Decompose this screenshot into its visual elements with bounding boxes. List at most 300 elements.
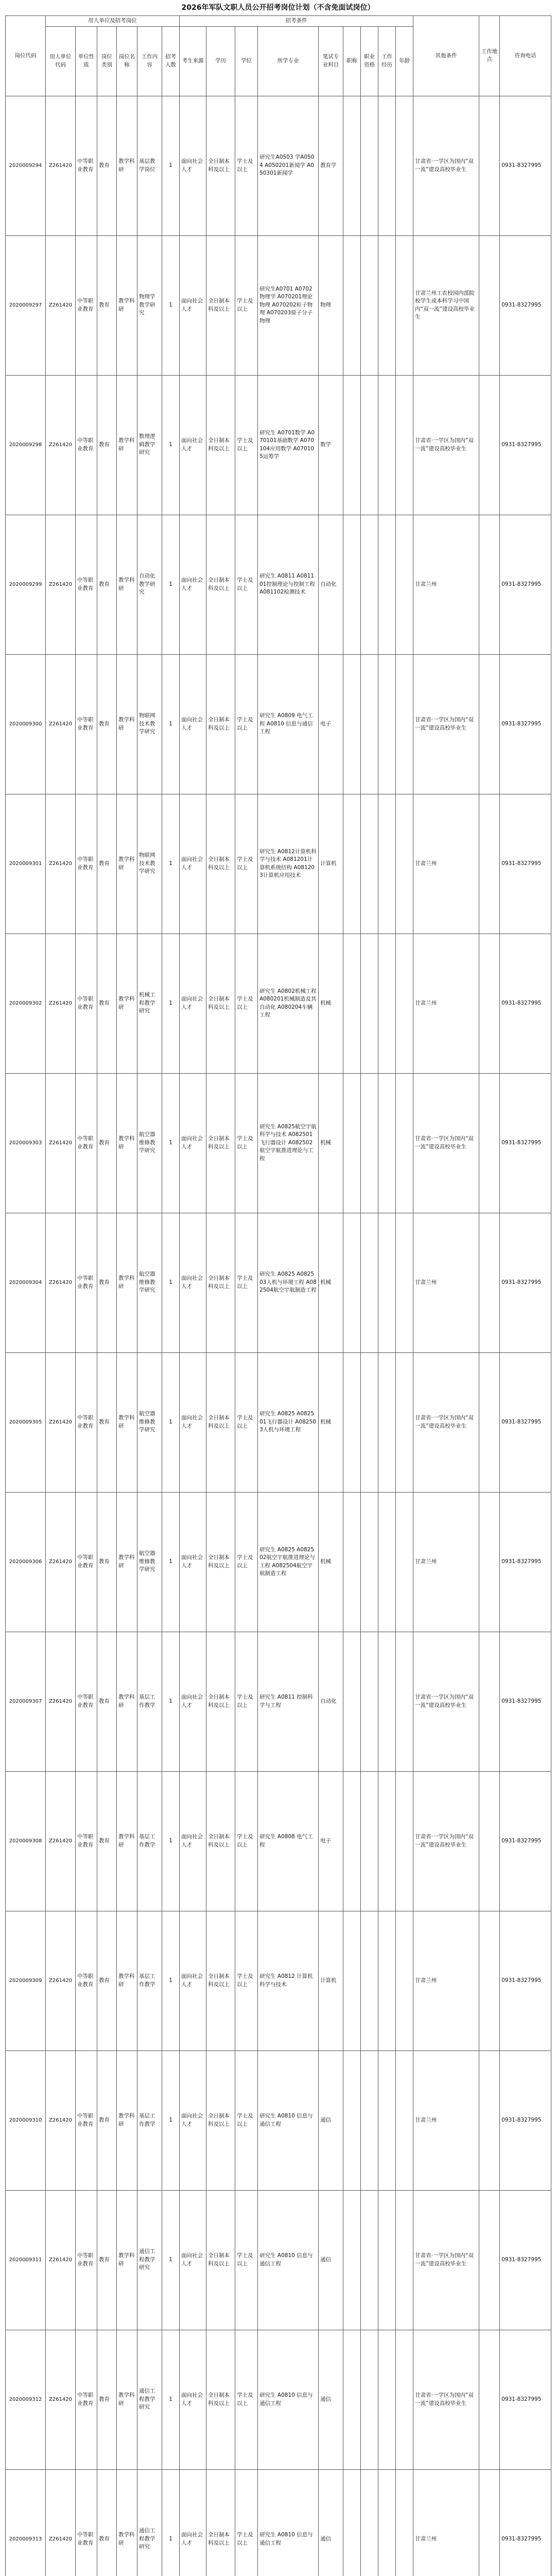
col-work-content: 工作内容 (137, 26, 162, 96)
post-name: 教学科研 (117, 794, 137, 934)
count: 1 (162, 1632, 180, 1771)
unit-code: Z261420 (46, 794, 76, 934)
work-content: 通信工程教学研究 (137, 2330, 162, 2469)
source: 面向社会人才 (180, 96, 206, 235)
col-title: 职称 (343, 26, 361, 96)
major: 研究生 A0825 A082503人机与环境工程 A082504航空宇航制造工程 (258, 1213, 319, 1352)
work-exp (378, 1073, 396, 1213)
post-category: 教育 (97, 1492, 117, 1632)
unit-type: 中等职业教育 (76, 1073, 97, 1213)
phone: 0931-8327995 (500, 235, 551, 375)
source: 面向社会人才 (180, 1213, 206, 1352)
count: 1 (162, 2050, 180, 2190)
exam-major: 通信 (319, 2190, 343, 2330)
phone: 0931-8327995 (500, 1213, 551, 1352)
skill-cred (361, 1213, 378, 1352)
post-name: 教学科研 (117, 2050, 137, 2190)
post-name: 教学科研 (117, 1073, 137, 1213)
skill-cred (361, 1352, 378, 1492)
post-category: 教育 (97, 2330, 117, 2469)
other-conditions: 甘肃省·一学区为国内“双一流”建设高校毕业生 (413, 375, 479, 515)
workplace (479, 2330, 500, 2469)
table-row (6, 654, 551, 794)
major: 研究生 A0808 电气工程 (258, 1771, 319, 1911)
unit-code: Z261420 (46, 934, 76, 1073)
workplace (479, 1492, 500, 1632)
table-row (6, 375, 551, 515)
major: 研究生 A0701数学 A070101基础数学 A070104应用数学 A070105运筹学 (258, 375, 319, 515)
unit-type: 中等职业教育 (76, 2330, 97, 2469)
count: 1 (162, 2330, 180, 2469)
count: 1 (162, 2190, 180, 2330)
unit-type: 中等职业教育 (76, 2469, 97, 2576)
count: 1 (162, 235, 180, 375)
exam-major: 机械 (319, 934, 343, 1073)
education: 全日制本科及以上 (206, 235, 235, 375)
other-conditions: 甘肃兰州 (413, 794, 479, 934)
exam-major: 通信 (319, 2469, 343, 2576)
age (396, 2330, 413, 2469)
post-code: 2020009300 (6, 654, 46, 794)
degree: 学士及以上 (235, 2330, 258, 2469)
exam-major: 通信 (319, 2050, 343, 2190)
other-conditions: 甘肃省·一学区为国内“双一流”建设高校毕业生 (413, 1632, 479, 1771)
unit-code: Z261420 (46, 1632, 76, 1771)
post-name: 教学科研 (117, 2190, 137, 2330)
post-category: 教育 (97, 1352, 117, 1492)
unit-type: 中等职业教育 (76, 654, 97, 794)
work-exp (378, 934, 396, 1073)
table-row (6, 1911, 551, 2050)
count: 1 (162, 515, 180, 654)
phone: 0931-8327995 (500, 2050, 551, 2190)
unit-code: Z261420 (46, 2050, 76, 2190)
title-cred (343, 1213, 361, 1352)
table-row (6, 1492, 551, 1632)
source: 面向社会人才 (180, 1492, 206, 1632)
title-cred (343, 96, 361, 235)
post-code: 2020009299 (6, 515, 46, 654)
work-content: 基层工作教学 (137, 1771, 162, 1911)
count: 1 (162, 1492, 180, 1632)
skill-cred (361, 1492, 378, 1632)
age (396, 794, 413, 934)
unit-code: Z261420 (46, 2190, 76, 2330)
unit-code: Z261420 (46, 1073, 76, 1213)
work-exp (378, 1492, 396, 1632)
skill-cred (361, 2469, 378, 2576)
exam-major: 机械 (319, 1213, 343, 1352)
post-code: 2020009312 (6, 2330, 46, 2469)
degree: 学士及以上 (235, 794, 258, 934)
age (396, 654, 413, 794)
work-content: 基层工作教学 (137, 2050, 162, 2190)
table-row (6, 235, 551, 375)
post-category: 教育 (97, 2469, 117, 2576)
source: 面向社会人才 (180, 1771, 206, 1911)
workplace (479, 1632, 500, 1771)
count: 1 (162, 96, 180, 235)
education: 全日制本科及以上 (206, 1213, 235, 1352)
col-group-requirements: 招考条件 (180, 16, 413, 27)
unit-type: 中等职业教育 (76, 235, 97, 375)
post-name: 教学科研 (117, 1492, 137, 1632)
source: 面向社会人才 (180, 1352, 206, 1492)
table-row (6, 515, 551, 654)
post-code: 2020009297 (6, 235, 46, 375)
exam-major: 电子 (319, 1771, 343, 1911)
count: 1 (162, 1352, 180, 1492)
exam-major: 机械 (319, 1073, 343, 1213)
age (396, 2469, 413, 2576)
source: 面向社会人才 (180, 794, 206, 934)
post-code: 2020009308 (6, 1771, 46, 1911)
work-exp (378, 794, 396, 934)
major: 研究生 A0825 A082502航空宇航推进理论与工程 A082504航空宇航制造工程 (258, 1492, 319, 1632)
degree: 学士及以上 (235, 235, 258, 375)
work-exp (378, 2469, 396, 2576)
col-skill: 职业资格 (361, 26, 378, 96)
post-name: 教学科研 (117, 2330, 137, 2469)
degree: 学士及以上 (235, 2050, 258, 2190)
work-content: 自动化教学研究 (137, 515, 162, 654)
degree: 学士及以上 (235, 654, 258, 794)
phone: 0931-8327995 (500, 2190, 551, 2330)
count: 1 (162, 654, 180, 794)
work-content: 数理逻辑教学研究 (137, 375, 162, 515)
phone: 0931-8327995 (500, 1771, 551, 1911)
table-row (6, 2050, 551, 2190)
post-category: 教育 (97, 654, 117, 794)
major: 研究生A0701 A0702物理学 A070201理论物理 A070202粒子物理 A070203原子分子物理 (258, 235, 319, 375)
unit-type: 中等职业教育 (76, 934, 97, 1073)
count: 1 (162, 2469, 180, 2576)
post-category: 教育 (97, 2050, 117, 2190)
other-conditions: 甘肃省·一学区为国内“双一流”建设高校毕业生 (413, 1771, 479, 1911)
unit-type: 中等职业教育 (76, 96, 97, 235)
major: 研究生 A0810 信息与通信工程 (258, 2050, 319, 2190)
work-exp (378, 1911, 396, 2050)
post-category: 教育 (97, 1213, 117, 1352)
post-name: 教学科研 (117, 1632, 137, 1771)
major: 研究生 A0810 信息与通信工程 (258, 2330, 319, 2469)
table-row (6, 96, 551, 235)
title-cred (343, 235, 361, 375)
table-row (6, 1073, 551, 1213)
post-category: 教育 (97, 235, 117, 375)
count: 1 (162, 1213, 180, 1352)
other-conditions: 甘肃兰州工农校园内部院校学生或本科学习中国内“双一流”建设高校毕业生 (413, 235, 479, 375)
age (396, 1771, 413, 1911)
work-exp (378, 1352, 396, 1492)
other-conditions: 甘肃省·一学区为国内“双一流”建设高校毕业生 (413, 2190, 479, 2330)
post-category: 教育 (97, 794, 117, 934)
col-major: 所学专业 (258, 26, 319, 96)
unit-type: 中等职业教育 (76, 794, 97, 934)
col-post-category: 岗位类别 (97, 26, 117, 96)
unit-code: Z261420 (46, 1492, 76, 1632)
workplace (479, 2190, 500, 2330)
unit-type: 中等职业教育 (76, 1213, 97, 1352)
post-code: 2020009298 (6, 375, 46, 515)
table-row (6, 2330, 551, 2469)
count: 1 (162, 1911, 180, 2050)
table-row (6, 2469, 551, 2576)
table-row (6, 794, 551, 934)
exam-major: 物理 (319, 235, 343, 375)
source: 面向社会人才 (180, 2330, 206, 2469)
col-education: 学历 (206, 26, 235, 96)
source: 面向社会人才 (180, 375, 206, 515)
age (396, 1911, 413, 2050)
unit-code: Z261420 (46, 1352, 76, 1492)
education: 全日制本科及以上 (206, 1771, 235, 1911)
work-exp (378, 2190, 396, 2330)
work-exp (378, 515, 396, 654)
unit-code: Z261420 (46, 2469, 76, 2576)
workplace (479, 375, 500, 515)
workplace (479, 794, 500, 934)
major: 研究生 A0810 信息与通信工程 (258, 2469, 319, 2576)
col-unit-type: 单位性质 (76, 26, 97, 96)
table-row (6, 934, 551, 1073)
post-code: 2020009311 (6, 2190, 46, 2330)
age (396, 2190, 413, 2330)
table-row (6, 1771, 551, 1911)
post-code: 2020009305 (6, 1352, 46, 1492)
table-row (6, 1632, 551, 1771)
degree: 学士及以上 (235, 1073, 258, 1213)
work-content: 航空器维修教学研究 (137, 1352, 162, 1492)
unit-type: 中等职业教育 (76, 1632, 97, 1771)
title-cred (343, 515, 361, 654)
post-name: 教学科研 (117, 1352, 137, 1492)
recruitment-table (5, 15, 551, 2576)
skill-cred (361, 515, 378, 654)
source: 面向社会人才 (180, 1073, 206, 1213)
work-content: 航空器维修教学研究 (137, 1213, 162, 1352)
age (396, 96, 413, 235)
degree: 学士及以上 (235, 2190, 258, 2330)
age (396, 1213, 413, 1352)
unit-type: 中等职业教育 (76, 1492, 97, 1632)
post-name: 教学科研 (117, 515, 137, 654)
work-content: 航空器维修教学研究 (137, 1492, 162, 1632)
age (396, 1632, 413, 1771)
unit-code: Z261420 (46, 1213, 76, 1352)
source: 面向社会人才 (180, 2050, 206, 2190)
skill-cred (361, 2050, 378, 2190)
table-row (6, 1352, 551, 1492)
skill-cred (361, 2330, 378, 2469)
major: 研究生 A0811 控制科学与工程 (258, 1632, 319, 1771)
major: 研究生 A0825 A082501飞行器设计 A082503人机与环境工程 (258, 1352, 319, 1492)
post-name: 教学科研 (117, 934, 137, 1073)
education: 全日制本科及以上 (206, 96, 235, 235)
source: 面向社会人才 (180, 2190, 206, 2330)
major: 研究生 A0812计算机科学与技术 A081201计算机系统结构 A081203计算机应用技术 (258, 794, 319, 934)
degree: 学士及以上 (235, 2469, 258, 2576)
work-content: 通信工程教学研究 (137, 2190, 162, 2330)
degree: 学士及以上 (235, 1632, 258, 1771)
unit-type: 中等职业教育 (76, 1352, 97, 1492)
source: 面向社会人才 (180, 515, 206, 654)
post-code: 2020009301 (6, 794, 46, 934)
post-code: 2020009309 (6, 1911, 46, 2050)
skill-cred (361, 2190, 378, 2330)
age (396, 1492, 413, 1632)
title-cred (343, 1632, 361, 1771)
other-conditions: 甘肃兰州 (413, 1213, 479, 1352)
post-name: 教学科研 (117, 1911, 137, 2050)
unit-code: Z261420 (46, 1771, 76, 1911)
major: 研究生 A0811 A081101控制理论与控制工程 A081102检测技术 (258, 515, 319, 654)
skill-cred (361, 654, 378, 794)
other-conditions: 甘肃省·一学区为国内“双一流”建设高校毕业生 (413, 1352, 479, 1492)
major: 研究生 A0825航空宇航科学与技术 A082501飞行器设计 A082502航空宇航推进理论与工程 (258, 1073, 319, 1213)
skill-cred (361, 1073, 378, 1213)
skill-cred (361, 1911, 378, 2050)
unit-type: 中等职业教育 (76, 1911, 97, 2050)
unit-type: 中等职业教育 (76, 2050, 97, 2190)
post-code: 2020009307 (6, 1632, 46, 1771)
exam-major: 通信 (319, 2330, 343, 2469)
unit-code: Z261420 (46, 235, 76, 375)
phone: 0931-8327995 (500, 2469, 551, 2576)
other-conditions: 甘肃兰州 (413, 1911, 479, 2050)
education: 全日制本科及以上 (206, 515, 235, 654)
title-cred (343, 2050, 361, 2190)
source: 面向社会人才 (180, 2469, 206, 2576)
other-conditions: 甘肃省·一学区为国内“双一流”建设高校毕业生 (413, 1073, 479, 1213)
table-body (6, 96, 551, 2576)
title-cred (343, 654, 361, 794)
col-count: 招考人数 (162, 26, 180, 96)
skill-cred (361, 934, 378, 1073)
workplace (479, 235, 500, 375)
post-code: 2020009313 (6, 2469, 46, 2576)
title-cred (343, 1492, 361, 1632)
post-category: 教育 (97, 1911, 117, 2050)
unit-code: Z261420 (46, 654, 76, 794)
title-cred (343, 2190, 361, 2330)
age (396, 515, 413, 654)
degree: 学士及以上 (235, 1911, 258, 2050)
workplace (479, 2050, 500, 2190)
age (396, 375, 413, 515)
post-category: 教育 (97, 1632, 117, 1771)
education: 全日制本科及以上 (206, 1073, 235, 1213)
education: 全日制本科及以上 (206, 2469, 235, 2576)
age (396, 934, 413, 1073)
education: 全日制本科及以上 (206, 1352, 235, 1492)
work-content: 基层工作教学 (137, 1911, 162, 2050)
work-content: 机械工程教学研究 (137, 934, 162, 1073)
exam-major: 自动化 (319, 1632, 343, 1771)
exam-major: 机械 (319, 1492, 343, 1632)
unit-type: 中等职业教育 (76, 2190, 97, 2330)
major: 研究生A0503 学A0504 A050201新闻学 A050301新闻学 (258, 96, 319, 235)
source: 面向社会人才 (180, 1632, 206, 1771)
work-content: 通信工程教学研究 (137, 2469, 162, 2576)
phone: 0931-8327995 (500, 515, 551, 654)
age (396, 1073, 413, 1213)
phone: 0931-8327995 (500, 1352, 551, 1492)
unit-code: Z261420 (46, 515, 76, 654)
work-exp (378, 235, 396, 375)
source: 面向社会人才 (180, 654, 206, 794)
col-post-code: 岗位代码 (6, 16, 46, 96)
col-exam-major: 笔试专业科目 (319, 26, 343, 96)
unit-type: 中等职业教育 (76, 1771, 97, 1911)
degree: 学士及以上 (235, 515, 258, 654)
degree: 学士及以上 (235, 1492, 258, 1632)
col-workplace: 工作地点 (479, 16, 500, 96)
education: 全日制本科及以上 (206, 375, 235, 515)
col-group-employer: 用人单位及招考岗位 (46, 16, 180, 27)
post-category: 教育 (97, 515, 117, 654)
unit-code: Z261420 (46, 375, 76, 515)
education: 全日制本科及以上 (206, 1492, 235, 1632)
unit-type: 中等职业教育 (76, 375, 97, 515)
exam-major: 计算机 (319, 794, 343, 934)
post-code: 2020009304 (6, 1213, 46, 1352)
skill-cred (361, 1632, 378, 1771)
post-name: 教学科研 (117, 1213, 137, 1352)
post-category: 教育 (97, 1771, 117, 1911)
phone: 0931-8327995 (500, 375, 551, 515)
post-code: 2020009303 (6, 1073, 46, 1213)
post-category: 教育 (97, 96, 117, 235)
education: 全日制本科及以上 (206, 654, 235, 794)
table-row (6, 1213, 551, 1352)
degree: 学士及以上 (235, 1352, 258, 1492)
col-post-name: 岗位名称 (117, 26, 137, 96)
phone: 0931-8327995 (500, 1073, 551, 1213)
title-cred (343, 794, 361, 934)
work-content: 航空器维修教学研究 (137, 1073, 162, 1213)
post-name: 教学科研 (117, 235, 137, 375)
work-exp (378, 96, 396, 235)
post-category: 教育 (97, 1073, 117, 1213)
education: 全日制本科及以上 (206, 1911, 235, 2050)
phone: 0931-8327995 (500, 654, 551, 794)
work-content: 基层工作教学 (137, 1632, 162, 1771)
exam-major: 教育学 (319, 96, 343, 235)
skill-cred (361, 1771, 378, 1911)
title-cred (343, 1771, 361, 1911)
work-exp (378, 1213, 396, 1352)
title-cred (343, 375, 361, 515)
post-name: 教学科研 (117, 96, 137, 235)
post-name: 教学科研 (117, 654, 137, 794)
skill-cred (361, 235, 378, 375)
exam-major: 电子 (319, 654, 343, 794)
degree: 学士及以上 (235, 375, 258, 515)
work-exp (378, 654, 396, 794)
post-category: 教育 (97, 934, 117, 1073)
education: 全日制本科及以上 (206, 794, 235, 934)
phone: 0931-8327995 (500, 1911, 551, 2050)
education: 全日制本科及以上 (206, 2190, 235, 2330)
education: 全日制本科及以上 (206, 934, 235, 1073)
exam-major: 计算机 (319, 1911, 343, 2050)
count: 1 (162, 794, 180, 934)
post-name: 教学科研 (117, 2469, 137, 2576)
col-contact: 其他条件 (413, 16, 479, 96)
skill-cred (361, 794, 378, 934)
source: 面向社会人才 (180, 235, 206, 375)
